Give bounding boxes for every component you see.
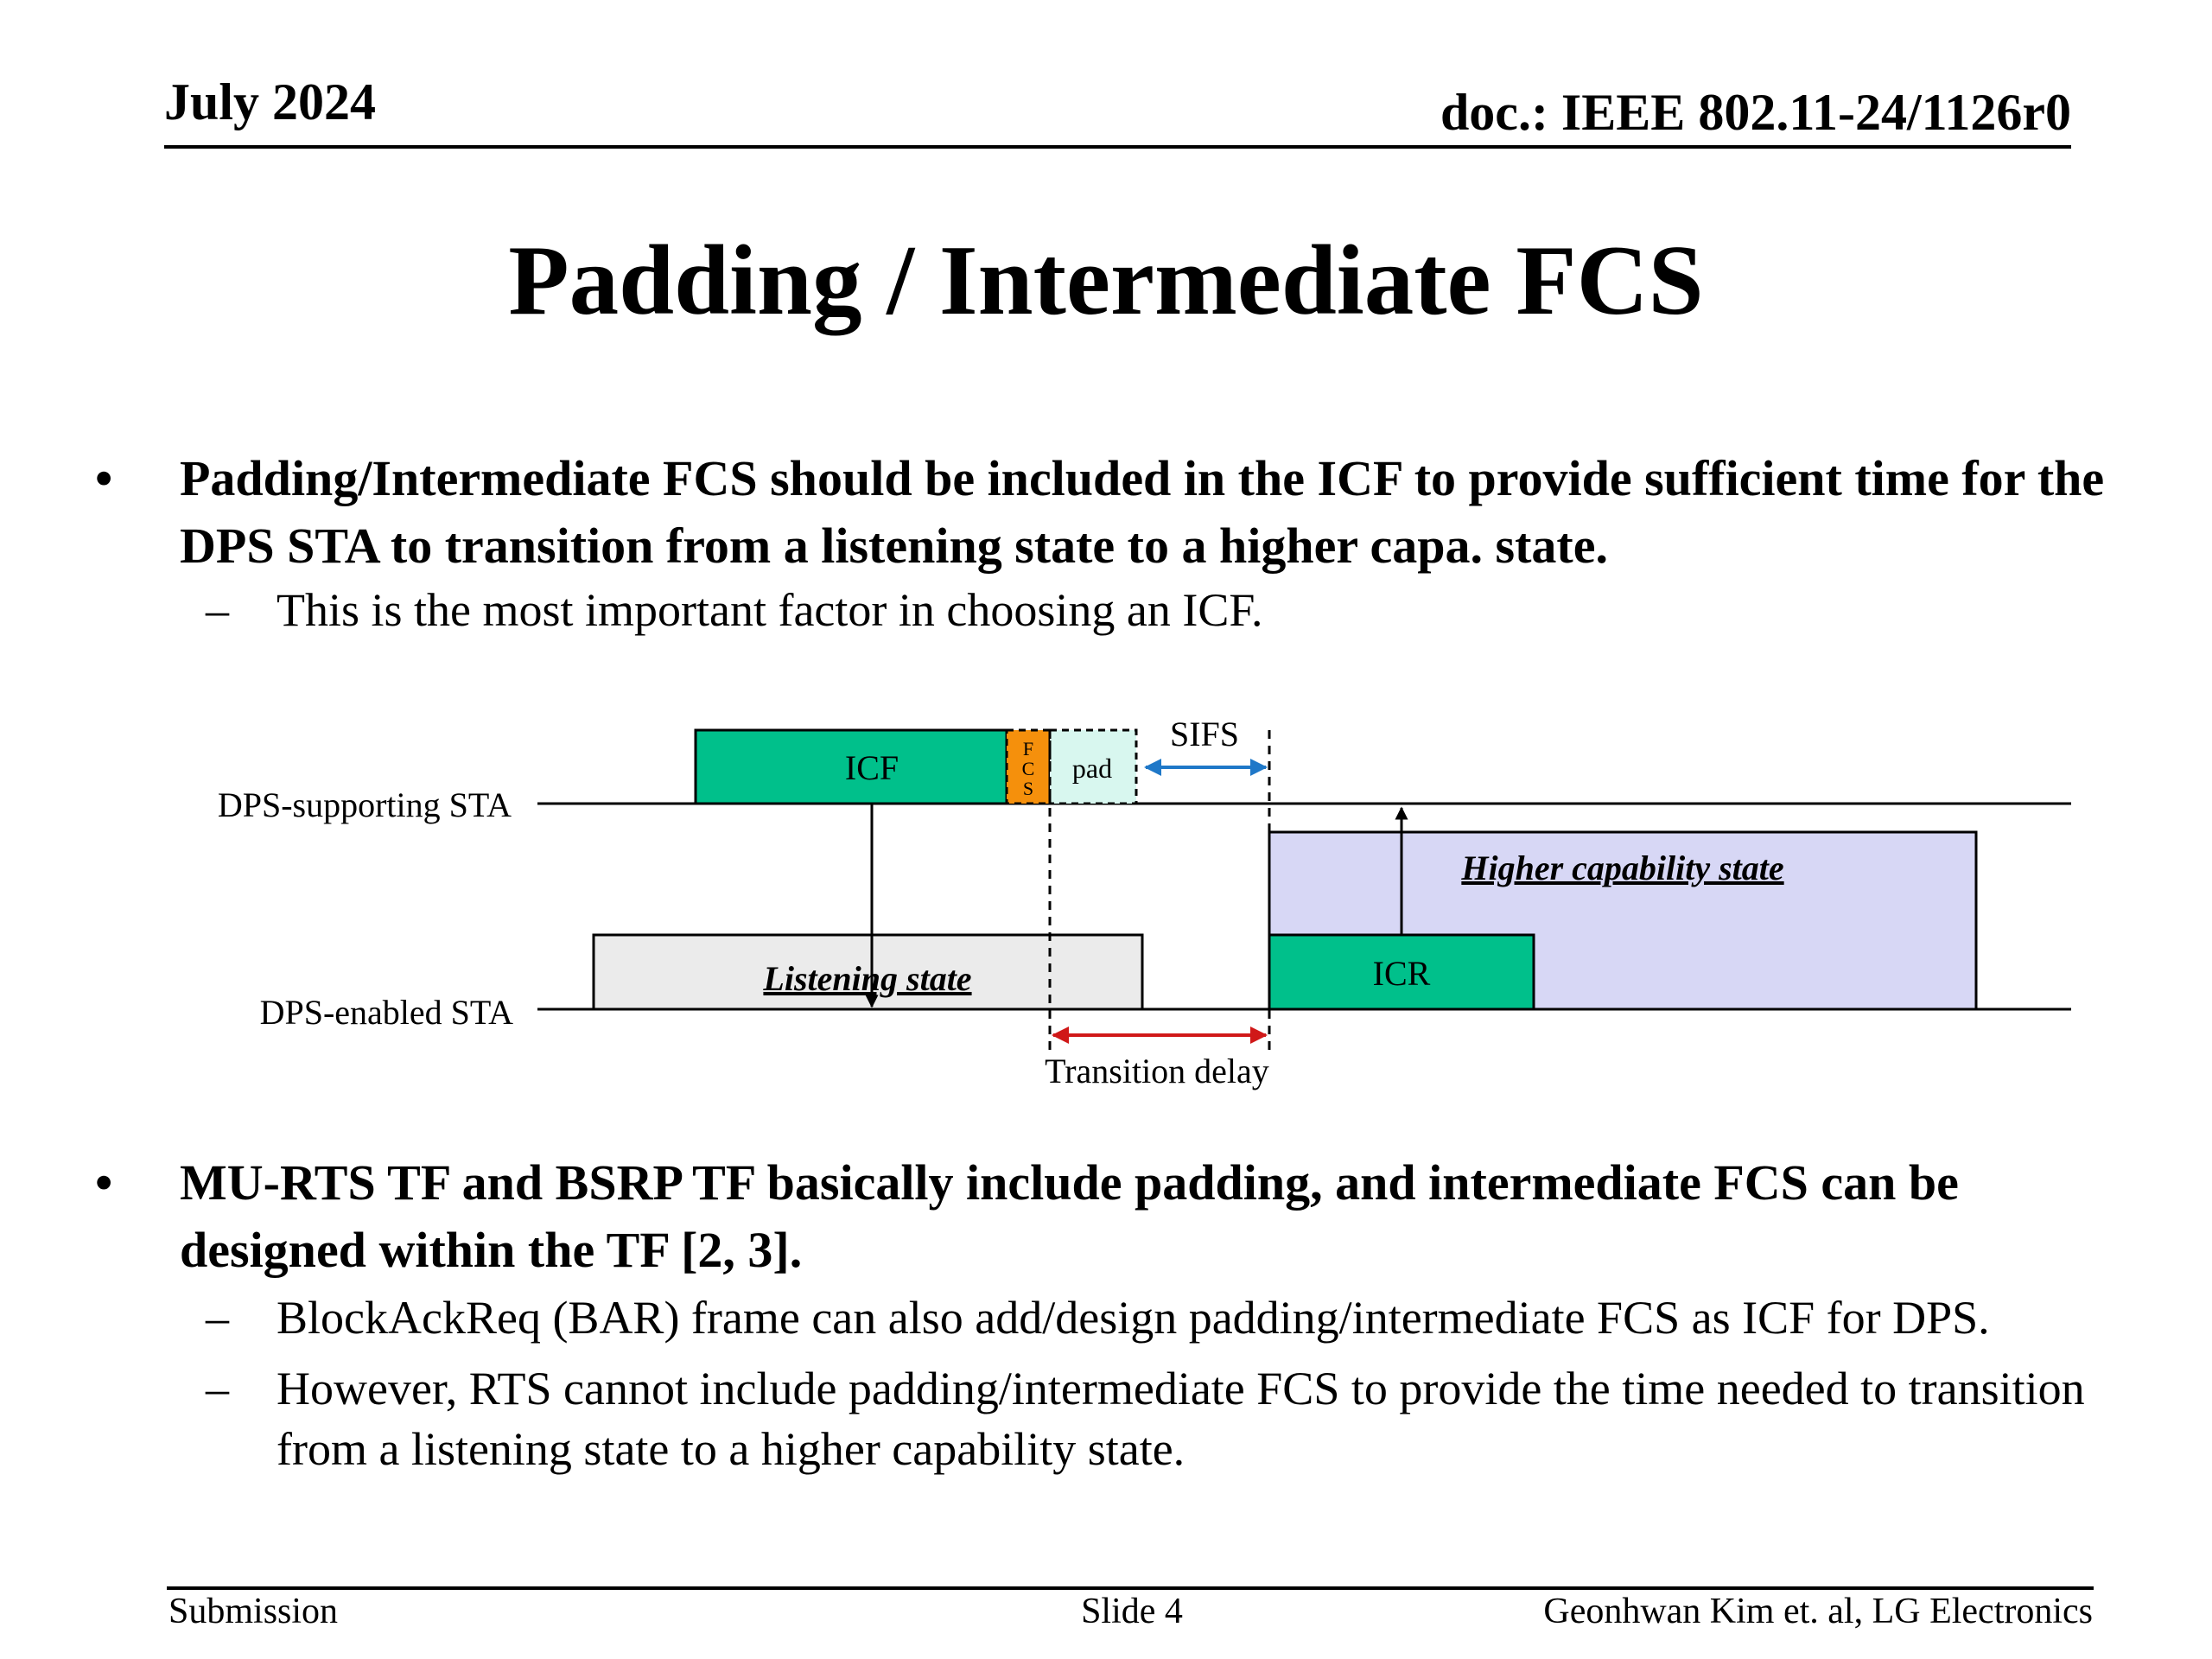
fcs-label-f: F — [1022, 738, 1034, 760]
sub-bullet-2-1-text: BlockAckReq (BAR) frame can also add/design padding/intermediate FCS as ICF for DPS. — [276, 1292, 1990, 1344]
pad-label: pad — [1071, 753, 1113, 784]
sub-bullet-2-2-text: However, RTS cannot include padding/intermediate FCS to provide the time needed to transition from a listening state to a higher capability state. — [276, 1363, 2085, 1475]
listening-state-label: Listening state — [763, 959, 972, 998]
higher-capability-state-label: Higher capability state — [1461, 849, 1784, 887]
bullet-dot-icon: • — [95, 1154, 113, 1211]
footer-slide-number: Slide 4 — [1081, 1592, 1183, 1631]
sub-bullet-1-1-text: This is the most important factor in choosing an ICF. — [276, 584, 1263, 636]
header-rule — [164, 145, 2071, 149]
bullet-group-1 — [95, 445, 2117, 640]
fcs-label-c: C — [1021, 758, 1035, 779]
row-label-dps-supporting: DPS-supporting STA — [217, 785, 512, 824]
footer-authors: Geonhwan Kim et. al, LG Electronics — [1543, 1592, 2093, 1631]
bullet-group-2 — [95, 1149, 2117, 1479]
transition-delay-label: Transition delay — [1045, 1052, 1269, 1090]
dash-icon: – — [206, 1363, 229, 1414]
sifs-label: SIFS — [1169, 715, 1240, 753]
timing-diagram — [0, 691, 2212, 1106]
header-date: July 2024 — [164, 73, 377, 130]
bullet-1 — [95, 445, 2117, 580]
header-doc-id: doc.: IEEE 802.11-24/1126r0 — [1440, 84, 2071, 141]
icf-label: ICF — [844, 748, 899, 787]
footer-rule — [167, 1586, 2094, 1590]
slide-title: Padding / Intermediate FCS — [508, 226, 1704, 335]
sub-bullet-2-1 — [206, 1287, 2117, 1348]
icr-label: ICR — [1372, 954, 1431, 993]
dash-icon: – — [206, 584, 229, 636]
dash-icon: – — [206, 1292, 229, 1344]
fcs-label-s: S — [1022, 778, 1034, 799]
bullet-2 — [95, 1149, 2117, 1284]
sub-bullet-2-2 — [206, 1358, 2117, 1479]
sub-bullet-1-1 — [206, 580, 2117, 640]
bullet-2-text: MU-RTS TF and BSRP TF basically include padding, and intermediate FCS can be designed within the TF [2, 3]. — [180, 1154, 1959, 1278]
footer-submission: Submission — [168, 1592, 339, 1631]
row-label-dps-enabled: DPS-enabled STA — [259, 993, 513, 1032]
bullet-1-text: Padding/Intermediate FCS should be included in the ICF to provide sufficient time for the DPS STA to transition from a listening state to a higher capa. state. — [180, 450, 2105, 574]
bullet-dot-icon: • — [95, 450, 113, 506]
